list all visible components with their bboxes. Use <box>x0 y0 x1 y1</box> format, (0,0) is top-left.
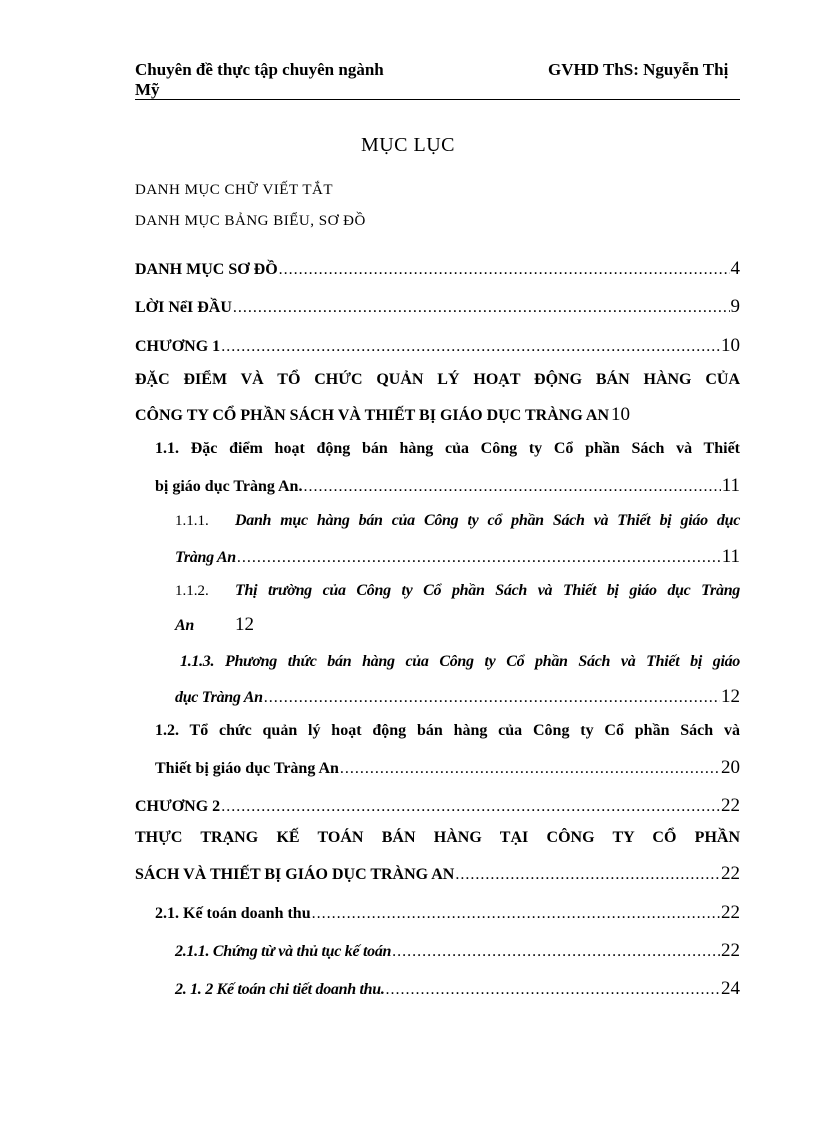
toc-page: 20 <box>721 757 740 778</box>
toc-page: 10 <box>721 335 740 356</box>
toc-text: CHƯƠNG 1 <box>135 338 221 355</box>
toc-text: dục Tràng An <box>175 689 263 706</box>
toc-entry-diagrams[interactable] <box>135 258 740 280</box>
toc-text: CHƯƠNG 2 <box>135 798 221 815</box>
toc-text: Tràng An <box>175 549 236 566</box>
toc-page: 4 <box>730 258 740 279</box>
toc-entry-chapter-1[interactable] <box>135 335 740 357</box>
header-title: Chuyên đề thực tập chuyên ngành <box>135 60 384 79</box>
toc-entry-section-1-1-3[interactable] <box>175 686 740 708</box>
toc-text: 2.1. Kế toán doanh thu <box>155 905 311 922</box>
toc-chapter-2-title-line1[interactable]: THỰC TRẠNG KẾ TOÁN BÁN HÀNG TẠI CÔNG TY CỔ PHẦN <box>135 829 740 846</box>
toc-leader <box>221 798 720 816</box>
toc-page: 22 <box>721 940 740 961</box>
toc-page: 24 <box>721 978 740 999</box>
toc-leader <box>312 905 720 923</box>
toc-page: 10 <box>611 404 631 425</box>
toc-leader <box>237 549 721 567</box>
toc-page-1-1-2: 12 <box>235 614 254 635</box>
toc-entry-section-2-1-2[interactable] <box>175 978 740 1000</box>
toc-leader <box>340 760 720 778</box>
toc-leader <box>221 338 720 356</box>
toc-section-1-1-line1[interactable]: 1.1. Đặc điểm hoạt động bán hàng của Công ty Cổ phần Sách và Thiết <box>155 440 740 457</box>
toc-leader <box>455 866 720 884</box>
header-supervisor: GVHD ThS: Nguyễn Thị <box>548 60 729 79</box>
toc-text: Thiết bị giáo dục Tràng An <box>155 760 339 777</box>
toc-leader <box>264 689 720 707</box>
toc-entry-section-1-1-1[interactable] <box>175 546 740 568</box>
toc-entry-section-2-1[interactable] <box>155 902 740 924</box>
toc-page: 22 <box>721 902 740 923</box>
toc-section-1-1-2-line2[interactable]: An <box>175 617 194 634</box>
toc-leader <box>303 478 720 496</box>
toc-text: DANH MỤC SƠ ĐỒ <box>135 261 278 278</box>
toc-page: 11 <box>721 475 740 496</box>
toc-text: 2.1.1. Chứng từ và thủ tục kế toán <box>175 943 392 960</box>
toc-chapter-1-title-line1[interactable]: ĐẶC ĐIỂM VÀ TỔ CHỨC QUẢN LÝ HOẠT ĐỘNG BÁN HÀNG CỦA <box>135 371 740 388</box>
toc-page: 9 <box>730 296 740 317</box>
toc-text: 2. 1. 2 Kế toán chi tiết doanh thu. <box>175 981 385 998</box>
toc-page: 22 <box>721 863 740 884</box>
toc-entry-section-1-1[interactable] <box>155 475 740 497</box>
toc-text: bị giáo dục Tràng An. <box>155 478 303 495</box>
toc-number-1-1-1: 1.1.1. <box>175 513 209 529</box>
toc-entry-section-1-2[interactable] <box>155 757 740 779</box>
toc-number-1-1-2: 1.1.2. <box>175 583 209 599</box>
toc-leader <box>386 981 720 999</box>
toc-page: 12 <box>721 686 740 707</box>
toc-entry-chapter-1-title[interactable] <box>135 404 740 426</box>
toc-text: LỜI NểI ĐẦU <box>135 299 232 316</box>
list-tables-diagrams: DANH MỤC BẢNG BIỂU, SƠ ĐỒ <box>135 213 366 229</box>
toc-page: 11 <box>721 546 740 567</box>
toc-section-1-1-3-line1[interactable]: 1.1.3. Phương thức bán hàng của Công ty Cổ phần Sách và Thiết bị giáo <box>180 653 740 670</box>
toc-leader <box>279 261 730 279</box>
list-abbreviations: DANH MỤC CHỮ VIẾT TẮT <box>135 182 333 198</box>
toc-leader <box>392 943 720 961</box>
toc-entry-preface[interactable] <box>135 296 740 318</box>
toc-leader <box>233 299 730 317</box>
toc-entry-chapter-2-title[interactable] <box>135 863 740 885</box>
page-title: MỤC LỤC <box>360 134 456 156</box>
toc-section-1-1-2-line1[interactable]: Thị trường của Công ty Cổ phần Sách và Thiết bị giáo dục Tràng <box>235 582 740 599</box>
header-supervisor-cont: Mỹ <box>135 80 160 99</box>
toc-entry-chapter-2[interactable] <box>135 795 740 817</box>
toc-section-1-1-1-line1[interactable]: Danh mục hàng bán của Công ty cổ phần Sách và Thiết bị giáo dục <box>235 512 740 529</box>
toc-section-1-2-line1[interactable]: 1.2. Tổ chức quản lý hoạt động bán hàng của Công ty Cổ phần Sách và <box>155 722 740 739</box>
toc-text: SÁCH VÀ THIẾT BỊ GIÁO DỤC TRÀNG AN <box>135 866 455 883</box>
header-rule <box>135 99 740 100</box>
toc-entry-section-2-1-1[interactable] <box>175 940 740 962</box>
toc-page: 22 <box>721 795 740 816</box>
toc-text: CÔNG TY CỔ PHẦN SÁCH VÀ THIẾT BỊ GIÁO DỤC TRÀNG AN <box>135 407 610 424</box>
